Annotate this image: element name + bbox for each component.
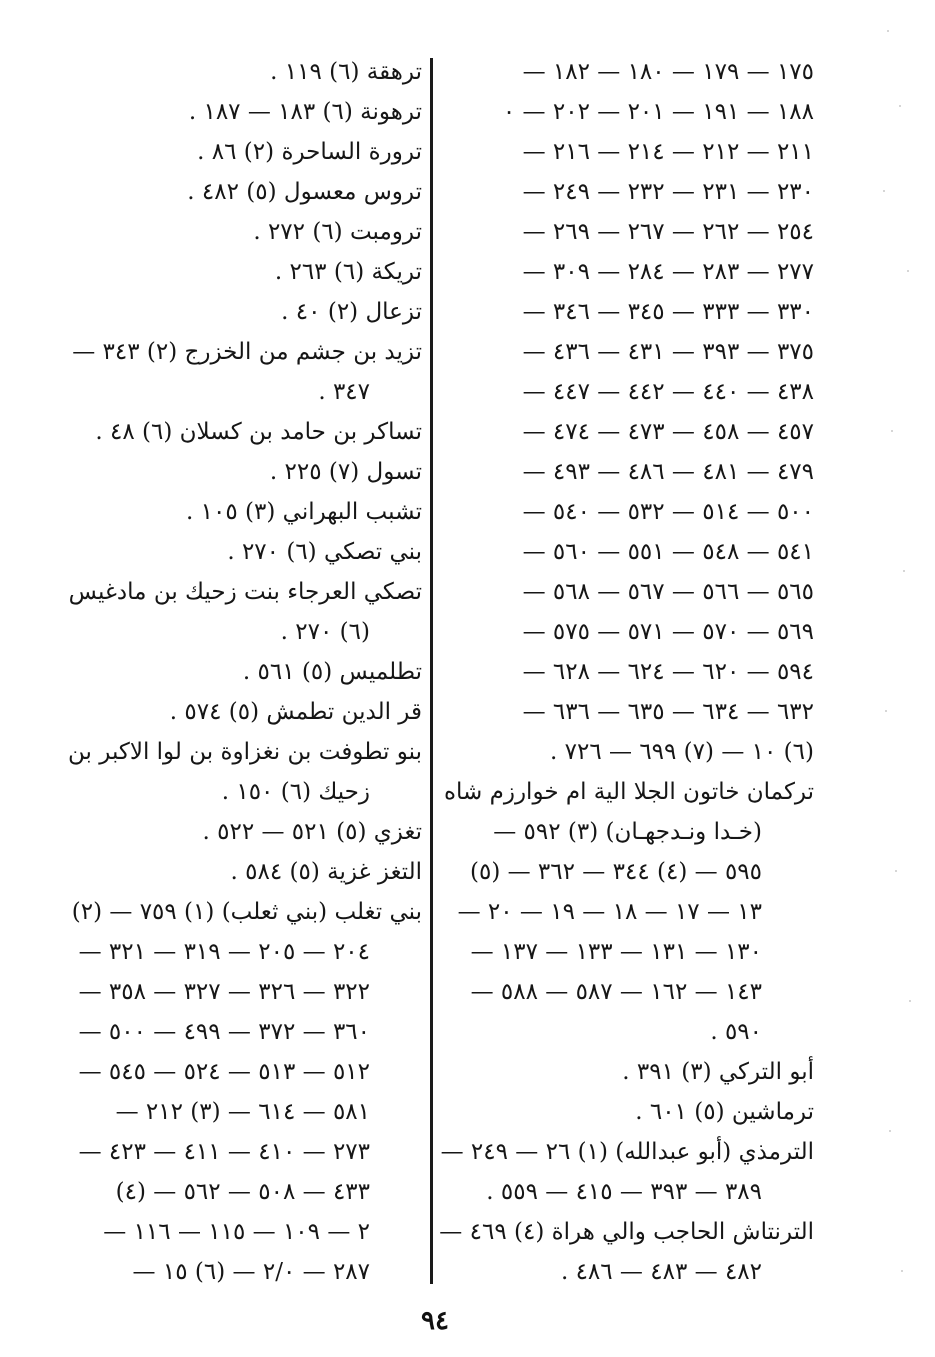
index-line: ١٣٠ — ١٣١ — ١٣٣ — ١٣٧ — [470, 939, 762, 965]
speckle [891, 430, 893, 432]
index-line: ترهونة (٦) ١٨٣ — ١٨٧ . [188, 99, 422, 125]
index-line: تشبب البهراني (٣) ١٠٥ . [186, 499, 422, 525]
index-line: تزيد بن جشم من الخزرج (٢) ٣٤٣ — [72, 339, 422, 365]
index-line: ٣٦٠ — ٣٧٢ — ٤٩٩ — ٥٠٠ — [78, 1019, 370, 1045]
index-line: ٤٥٧ — ٤٥٨ — ٤٧٣ — ٤٧٤ — [522, 419, 814, 445]
index-line: تسول (٧) ٢٢٥ . [269, 459, 422, 485]
index-line: تطلميس (٥) ٥٦١ . [242, 659, 422, 685]
index-line: تزعال (٢) ٤٠ . [281, 299, 422, 325]
index-line: ٢٧٣ — ٤١٠ — ٤١١ — ٤٢٣ — [78, 1139, 370, 1165]
index-line: ١٣ — ١٧ — ١٨ — ١٩ — ٢٠ — [457, 899, 762, 925]
index-line: ٤٣٣ — ٥٠٨ — ٥٦٢ — (٤) [115, 1179, 370, 1205]
speckle [887, 30, 889, 32]
index-line: ٢١١ — ٢١٢ — ٢١٤ — ٢١٦ — [522, 139, 814, 165]
speckle [907, 270, 909, 272]
scan-speckle-margin [877, 10, 925, 1340]
index-line: ٢ — ١٠٩ — ١١٥ — ١١٦ — [103, 1219, 370, 1245]
speckle [903, 570, 905, 572]
index-line: الترنتاش الحاجب والي هراة (٤) ٤٦٩ — [439, 1219, 814, 1245]
speckle [883, 190, 885, 192]
index-line: (٦) ١٠ — (٧) ٦٩٩ — ٧٢٦ . [550, 739, 814, 765]
index-line: ترورة الساحرة (٢) ٨٦ . [197, 139, 422, 165]
index-line: ٥٦٩ — ٥٧٠ — ٥٧١ — ٥٧٥ — [522, 619, 814, 645]
index-line: ٦٣٢ — ٦٣٤ — ٦٣٥ — ٦٣٦ — [522, 699, 814, 725]
speckle [895, 870, 897, 872]
index-line: (خـدا ونـدجهـان) (٣) ٥٩٢ — [493, 819, 762, 845]
index-line: ٥٤١ — ٥٤٨ — ٥٥١ — ٥٦٠ — [522, 539, 814, 565]
index-line: ٢٧٧ — ٢٨٣ — ٢٨٤ — ٣٠٩ — [522, 259, 814, 285]
index-column-left [60, 52, 422, 1292]
index-line: ٣٨٩ — ٣٩٣ — ٤١٥ — ٥٥٩ . [486, 1179, 762, 1205]
index-line: بني تصكي (٦) ٢٧٠ . [227, 539, 422, 565]
index-line: ٥٦٥ — ٥٦٦ — ٥٦٧ — ٥٦٨ — [522, 579, 814, 605]
index-line: ٤٧٩ — ٤٨١ — ٤٨٦ — ٤٩٣ — [522, 459, 814, 485]
index-line: ٤٣٨ — ٤٤٠ — ٤٤٢ — ٤٤٧ — [522, 379, 814, 405]
index-line: ٥٨١ — ٦١٤ — (٣) ٢١٢ — [115, 1099, 370, 1125]
index-line: ترومبت (٦) ٢٧٢ . [253, 219, 422, 245]
index-line: ترهقة (٦) ١١٩ . [270, 59, 422, 85]
index-line: ٥٩٤ — ٦٢٠ — ٦٢٤ — ٦٢٨ — [522, 659, 814, 685]
speckle [885, 710, 887, 712]
speckle [909, 1000, 911, 1002]
index-line: تروس معسول (٥) ٤٨٢ . [187, 179, 422, 205]
index-line: (٦) ٢٧٠ . [280, 619, 370, 645]
index-line: ١٨٨ — ١٩١ — ٢٠١ — ٢٠٢ — ٠ [502, 99, 814, 125]
column-divider [430, 58, 433, 1284]
index-column-right [439, 52, 814, 1292]
index-line: تساكر بن حامد بن كسلان (٦) ٤٨ . [95, 419, 422, 445]
index-line: زحيك (٦) ١٥٠ . [221, 779, 370, 805]
index-line: أبو التركي (٣) ٣٩١ . [622, 1059, 814, 1085]
index-line: ٢٥٤ — ٢٦٢ — ٢٦٧ — ٢٦٩ — [522, 219, 814, 245]
index-line: ٥٩٠ . [710, 1019, 762, 1045]
index-line: بني تغلب (بني ثعلب) (١) ٧٥٩ — (٢) [71, 899, 422, 925]
index-line: ٤٨٢ — ٤٨٣ — ٤٨٦ . [560, 1259, 762, 1285]
index-line: تغزي (٥) ٥٢١ — ٥٢٢ . [202, 819, 422, 845]
index-line: ٥٩٥ — (٤) ٣٤٤ — ٣٦٢ — (٥) [469, 859, 762, 885]
index-line: ٣٢٢ — ٣٢٦ — ٣٢٧ — ٣٥٨ — [78, 979, 370, 1005]
index-line: ترماشين (٥) ٦٠١ . [635, 1099, 814, 1125]
index-line: ٢٨٧ — ٢/٠ — (٦) ١٥ — [132, 1259, 370, 1285]
index-line: ٥١٢ — ٥١٣ — ٥٢٤ — ٥٤٥ — [78, 1059, 370, 1085]
index-line: ٣٧٥ — ٣٩٣ — ٤٣١ — ٤٣٦ — [522, 339, 814, 365]
index-line: ٢٠٤ — ٢٠٥ — ٣١٩ — ٣٢١ — [78, 939, 370, 965]
speckle [901, 1270, 903, 1272]
index-line: ٣٤٧ . [318, 379, 370, 405]
index-line: ١٧٥ — ١٧٩ — ١٨٠ — ١٨٢ — [522, 59, 814, 85]
index-line: ٢٣٠ — ٢٣١ — ٢٣٢ — ٢٤٩ — [522, 179, 814, 205]
speckle [899, 105, 901, 107]
index-line: قر الدين تطمش (٥) ٥٧٤ . [169, 699, 422, 725]
index-line: تصكي العرجاء بنت زحيك بن مادغيس [68, 579, 422, 605]
index-line: ١٤٣ — ١٦٢ — ٥٨٧ — ٥٨٨ — [470, 979, 762, 1005]
speckle [889, 1130, 891, 1132]
index-line: تريكة (٦) ٢٦٣ . [274, 259, 422, 285]
index-line: الترمذي (أبو عبدالله) (١) ٢٦ — ٢٤٩ — [440, 1139, 814, 1165]
index-line: ٣٣٠ — ٣٣٣ — ٣٤٥ — ٣٤٦ — [522, 299, 814, 325]
index-line: ٥٠٠ — ٥١٤ — ٥٣٢ — ٥٤٠ — [522, 499, 814, 525]
index-line: التغز غزية (٥) ٥٨٤ . [230, 859, 422, 885]
page-number: ٩٤ [421, 1306, 449, 1336]
index-line: تركمان خاتون الجلا الية ام خوارزم شاه [443, 779, 814, 805]
index-line: بنو تطوفت بن نغزاوة بن لوا الاكبر بن [68, 739, 422, 765]
